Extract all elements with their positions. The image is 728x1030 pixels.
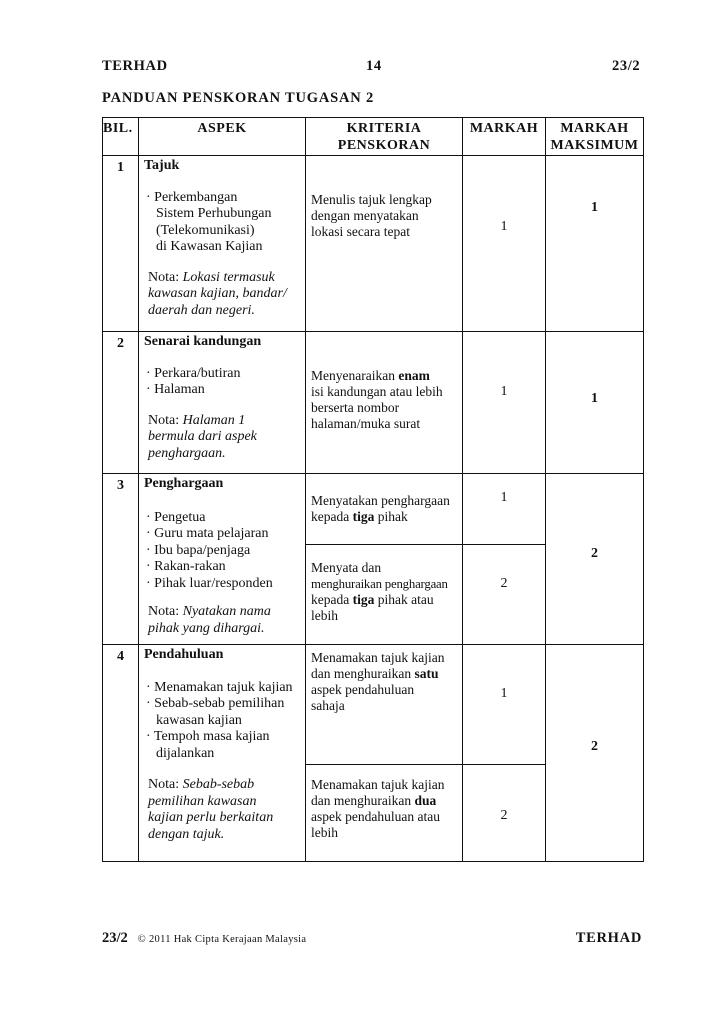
criteria-cell: Menulis tajuk lengkap dengan menyatakan lokasi secara tepat	[306, 156, 463, 332]
aspect-item: · Sebab-sebab pemilihan	[146, 696, 285, 711]
criteria-cell: Menamakan tajuk kajian dan menghuraikan satu aspek pendahuluan sahaja	[306, 645, 463, 765]
score-cell: 1	[463, 332, 546, 474]
aspect-item: · Tempoh masa kajian	[146, 729, 270, 744]
aspect-item: Sistem Perhubungan	[156, 206, 272, 221]
footer-classification: TERHAD	[575, 930, 642, 946]
table-row	[103, 156, 644, 332]
criteria-cell: Menyata dan menghuraikan penghargaan kepada tiga pihak atau lebih	[306, 545, 463, 645]
aspect-title: Tajuk	[144, 158, 180, 173]
table-row	[103, 474, 644, 545]
criteria-cell: Menamakan tajuk kajian dan menghuraikan dua aspek pendahuluan atau lebih	[306, 765, 463, 862]
footer-paper-code: 23/2	[102, 930, 128, 946]
aspect-item: · Halaman	[146, 382, 205, 397]
criteria-cell: Menyatakan penghargaan kepada tiga pihak	[306, 474, 463, 545]
row-number: 4	[103, 645, 139, 862]
aspect-item: · Pihak luar/responden	[146, 575, 273, 591]
aspect-item: · Ibu bapa/penjaga	[146, 542, 251, 558]
max-score-cell: 1	[546, 332, 644, 474]
aspect-item: · Menamakan tajuk kajian	[146, 679, 293, 695]
scoring-table	[102, 117, 644, 862]
aspect-title: Senarai kandungan	[144, 334, 262, 349]
table-row	[103, 645, 644, 765]
aspect-cell	[139, 474, 306, 645]
table-header-row	[103, 118, 644, 156]
aspect-item: · Pengetua	[146, 509, 206, 525]
footer-left	[102, 930, 306, 947]
col-aspek: ASPEK	[139, 118, 306, 156]
page-number: 14	[366, 58, 382, 74]
max-score-cell: 2	[546, 645, 644, 862]
row-number: 1	[103, 156, 139, 332]
aspect-cell	[139, 332, 306, 474]
score-cell: 1	[463, 474, 546, 545]
aspect-title: Pendahuluan	[144, 647, 224, 662]
aspect-item: di Kawasan Kajian	[156, 239, 263, 254]
max-score-cell: 2	[546, 474, 644, 645]
col-kriteria: KRITERIA PENSKORAN	[306, 118, 463, 156]
score-cell: 2	[463, 765, 546, 862]
row-number: 3	[103, 474, 139, 645]
table-row	[103, 332, 644, 474]
aspect-note: Nota: Halaman 1 bermula dari aspek penghargaan.	[148, 412, 257, 461]
aspect-item: · Perkembangan	[146, 189, 238, 205]
header-paper-code: 23/2	[612, 58, 641, 74]
col-markah-maksimum: MARKAH MAKSIMUM	[546, 118, 644, 156]
aspect-title: Penghargaan	[144, 476, 224, 491]
col-markah: MARKAH	[463, 118, 546, 156]
aspect-item: (Telekomunikasi)	[156, 222, 255, 238]
copyright-notice: © 2011 Hak Cipta Kerajaan Malaysia	[137, 934, 307, 945]
col-bil: BIL.	[103, 118, 139, 156]
row-number: 2	[103, 332, 139, 474]
score-cell: 2	[463, 545, 546, 645]
aspect-item: dijalankan	[156, 745, 215, 761]
criteria-cell: Menyenaraikan enam isi kandungan atau lebih berserta nombor halaman/muka surat	[306, 332, 463, 474]
page-title: PANDUAN PENSKORAN TUGASAN 2	[102, 90, 375, 106]
header-classification: TERHAD	[102, 58, 168, 74]
aspect-note: Nota: Sebab-sebab pemilihan kawasan kajian perlu berkaitan dengan tajuk.	[148, 777, 274, 842]
aspect-item: · Rakan-rakan	[146, 559, 226, 574]
score-cell: 1	[463, 645, 546, 765]
aspect-note: Nota: Lokasi termasuk kawasan kajian, bandar/ daerah dan negeri.	[148, 269, 287, 318]
aspect-cell	[139, 156, 306, 332]
score-cell: 1	[463, 156, 546, 332]
aspect-item: kawasan kajian	[156, 712, 242, 728]
aspect-item: · Guru mata pelajaran	[146, 526, 269, 541]
aspect-cell	[139, 645, 306, 862]
max-score-cell: 1	[546, 156, 644, 332]
aspect-note: Nota: Nyatakan nama pihak yang dihargai.	[148, 604, 271, 636]
aspect-item: · Perkara/butiran	[146, 365, 241, 381]
